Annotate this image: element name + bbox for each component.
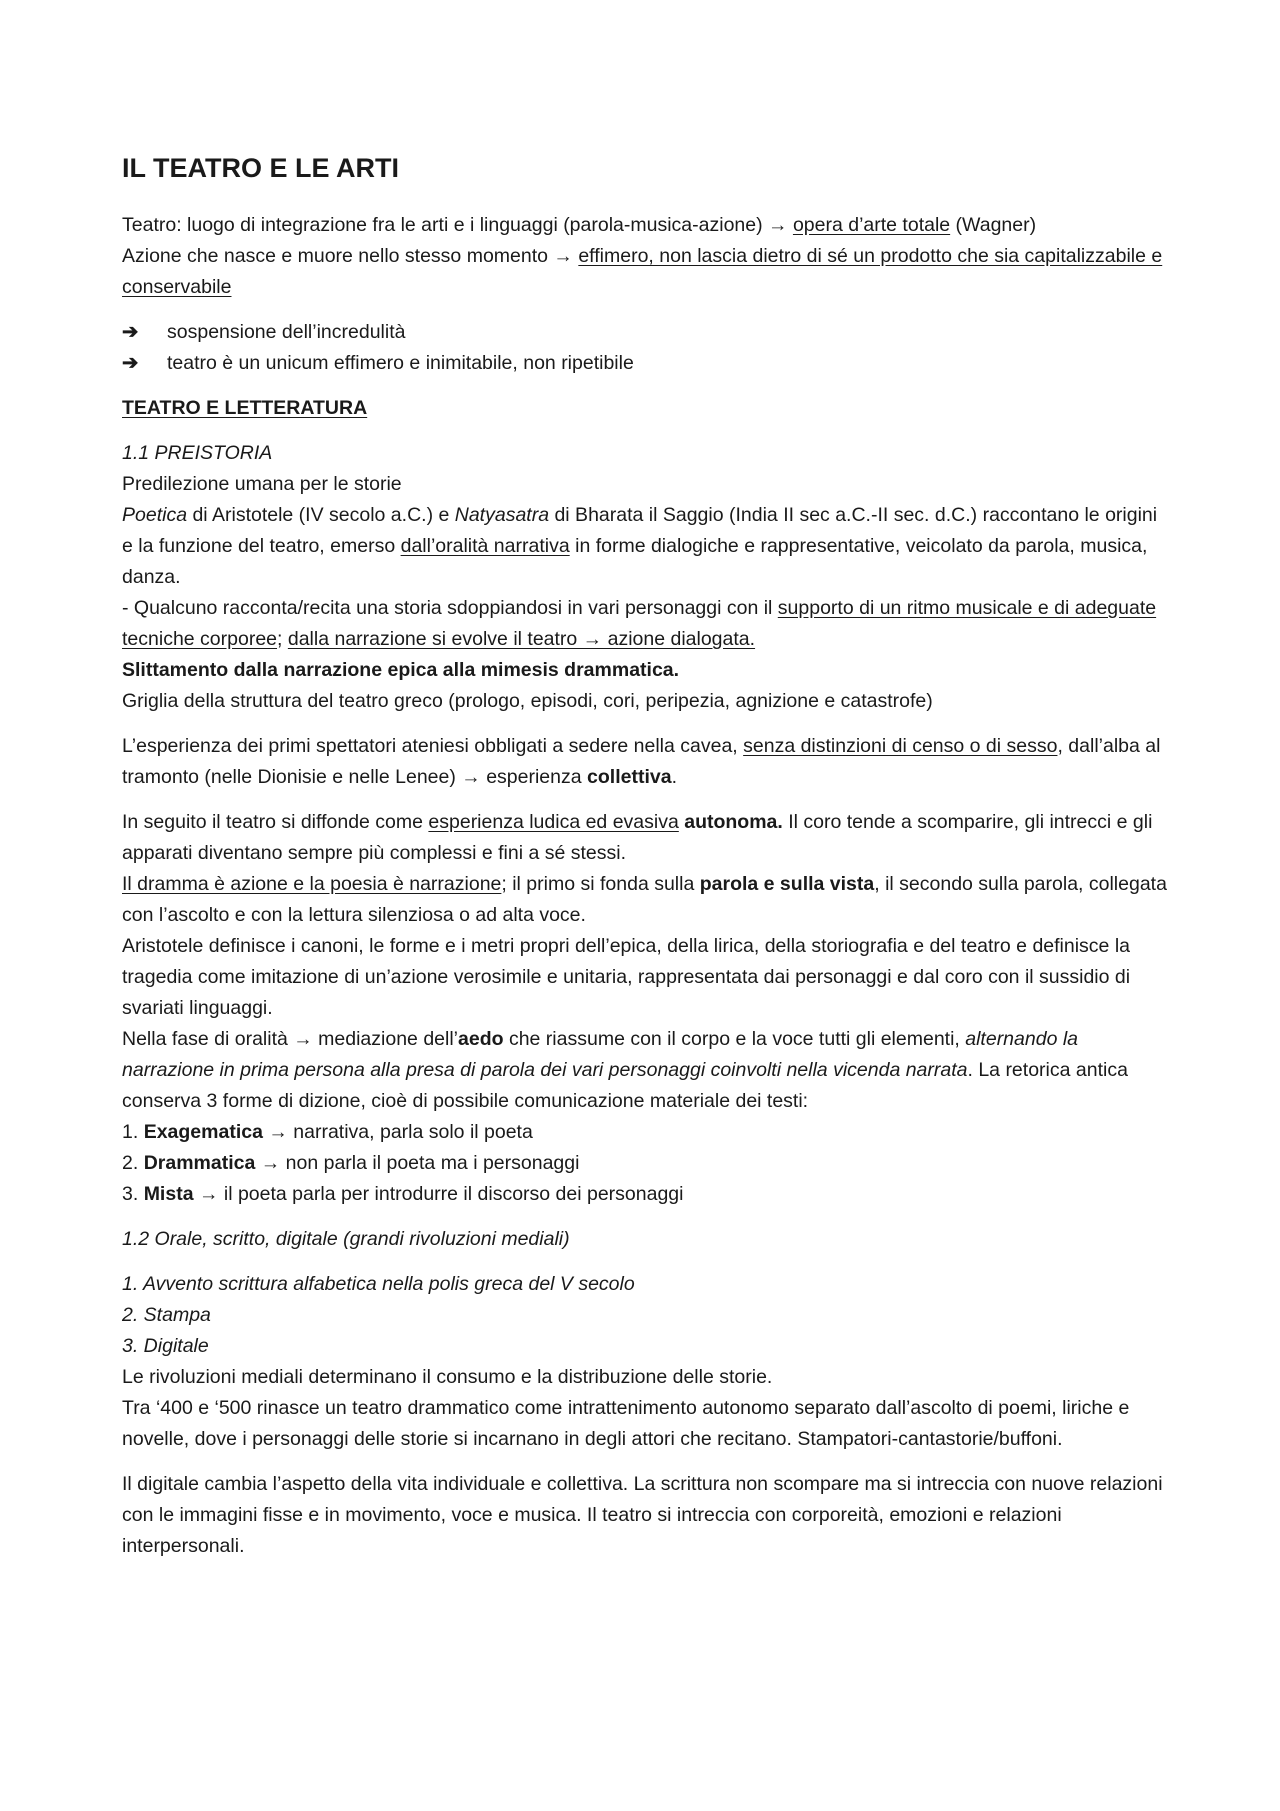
text: in forme dialogiche e rappresentative, veicolato da parola, musica, danza. [122,535,1148,588]
form-number: 3. [122,1183,144,1205]
intro-paragraph [122,210,1172,303]
theatre-development-paragraph [122,807,1172,1210]
underlined-text: Il dramma è azione e la poesia è narrazione [122,873,502,895]
page-title: IL TEATRO E LE ARTI [122,153,400,183]
bold-text: autonoma. [684,811,783,833]
bullet-item [122,317,1172,348]
text: di Bharata il Saggio (India II sec a.C.-II sec. d.C.) raccontano le origini e la funzione del teatro, emerso [122,504,1158,557]
bold-text: collettiva [587,766,672,788]
form-number: 2. [122,1152,144,1174]
underlined-text: dalla narrazione si evolve il teatro → azione dialogata. [287,628,756,650]
bullet-list [122,317,1172,379]
preistoria-paragraph [122,438,1172,717]
form-desc: → narrativa, parla solo il poeta [262,1121,533,1143]
section-heading: TEATRO E LETTERATURA [122,397,368,419]
list-item: 3. Digitale [122,1335,209,1357]
intro-text: Teatro: luogo di integrazione fra le arti e i linguaggi (parola-musica-azione) → [122,214,793,236]
underlined-text: dall’oralità narrativa [400,535,570,557]
text: Le rivoluzioni mediali determinano il consumo e la distribuzione delle storie. [122,1366,773,1388]
text: Il coro tende a scomparire, gli intrecci e gli apparati diventano sempre più complessi e fini a sé stessi. [122,811,1153,864]
text: In seguito il teatro si diffonde come [122,811,429,833]
digital-paragraph: Il digitale cambia l’aspetto della vita individuale e collettiva. La scrittura non scompare ma si intreccia con nuove relazioni con le immagini fisse e in movimento, voce e musica. Il teatro si intreccia con corporeità, emozioni e relazioni interpersonali. [122,1473,1163,1557]
bullet-text: teatro è un unicum effimero e inimitabile, non ripetibile [167,352,634,374]
text: - Qualcuno racconta/recita una storia sdoppiandosi in vari personaggi con il [122,597,778,619]
bullet-text: sospensione dell’incredulità [167,321,406,343]
spectators-paragraph [122,731,1172,793]
underlined-text: supporto di un ritmo musicale e di adeguate tecniche corporee [122,597,1157,650]
intro-underline-1: opera d’arte totale [792,214,951,236]
bullet-item [122,348,1172,379]
subsection-heading: 1.1 PREISTORIA [122,442,273,464]
document-page [122,150,1172,1576]
text: , il secondo sulla parola, collegata con l’ascolto e con la lettura silenziosa o ad alta voce. [122,873,1167,926]
list-item: 1. Avvento scrittura alfabetica nella polis greca del V secolo [122,1273,635,1295]
form-name: Exagematica [143,1121,263,1143]
text: ; il primo si fonda sulla [501,873,700,895]
intro-text-3: Azione che nasce e muore nello stesso momento → [122,245,579,267]
form-name: Mista [143,1183,194,1205]
text: Predilezione umana per le storie [122,473,402,495]
text: che riassume con il corpo e la voce tutti gli elementi, [503,1028,966,1050]
form-desc: → il poeta parla per introdurre il discorso dei personaggi [193,1183,684,1205]
text: . La retorica antica conserva 3 forme di dizione, cioè di possibile comunicazione materiale dei testi: [122,1059,1128,1112]
underlined-text: senza distinzioni di censo o di sesso [743,735,1058,757]
text: Tra ‘400 e ‘500 rinasce un teatro drammatico come intrattenimento autonomo separato dall’ascolto di poemi, liriche e novelle, dove i personaggi delle storie si incarnano in degli attori che recitano. Stampatori-cantastorie/buffoni. [122,1397,1130,1450]
intro-underline-2: effimero, non lascia dietro di sé un prodotto che sia capitalizzabile e conservabile [122,245,1163,298]
revolutions-paragraph [122,1269,1172,1455]
text: L’esperienza dei primi spettatori ateniesi obbligati a sedere nella cavea, [122,735,744,757]
form-item [122,1183,683,1205]
form-item [122,1121,533,1143]
work-title: Natyasatra [454,504,550,526]
list-item: 2. Stampa [122,1304,211,1326]
text: , dall’alba al tramonto (nelle Dionisie e nelle Lenee) → esperienza [122,735,1161,788]
form-desc: → non parla il poeta ma i personaggi [255,1152,580,1174]
form-number: 1. [122,1121,144,1143]
text: Nella fase di oralità → mediazione dell’ [122,1028,459,1050]
work-title: Poetica [122,504,188,526]
bold-text: parola e sulla vista [699,873,875,895]
arrow-icon: ➔ [122,352,139,374]
bold-statement: Slittamento dalla narrazione epica alla mimesis drammatica. [122,659,680,681]
bold-text: aedo [458,1028,504,1050]
arrow-icon: ➔ [122,321,139,343]
text: Aristotele definisce i canoni, le forme e i metri propri dell’epica, della lirica, della storiografia e del teatro e definisce la tragedia come imitazione di un’azione verosimile e unitaria, rappresentata dai personaggi e dal coro con il sussidio di svariati linguaggi. [122,935,1131,1019]
text: di Aristotele (IV secolo a.C.) e [187,504,455,526]
subsection-heading: 1.2 Orale, scritto, digitale (grandi rivoluzioni mediali) [122,1228,570,1250]
form-item [122,1152,579,1174]
text: Griglia della struttura del teatro greco (prologo, episodi, cori, peripezia, agnizione e catastrofe) [122,690,933,712]
italic-text: alternando la narrazione in prima persona alla presa di parola dei vari personaggi coinvolti nella vicenda narrata [122,1028,1079,1081]
form-name: Drammatica [143,1152,256,1174]
intro-text-2: (Wagner) [950,214,1037,236]
text: ; [277,628,288,650]
underlined-text: esperienza ludica ed evasiva [428,811,679,833]
text: . [671,766,677,788]
